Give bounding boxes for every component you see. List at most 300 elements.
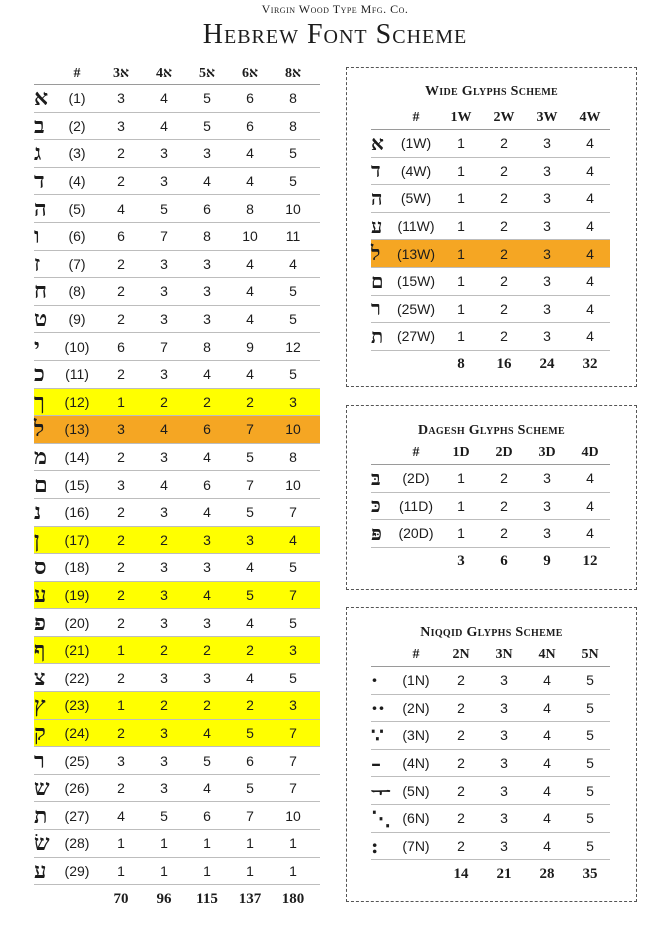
table-row	[34, 85, 320, 113]
table-cell: 3	[117, 752, 125, 769]
glyph-index: (29)	[64, 862, 90, 879]
total-cell: 32	[582, 356, 598, 373]
glyph-index: (5N)	[402, 782, 430, 799]
main-table	[34, 63, 320, 913]
glyph-index: (25W)	[396, 300, 436, 317]
table-cell: 4	[246, 559, 254, 576]
hebrew-glyph: ו	[34, 223, 40, 250]
glyph-index: (21)	[64, 642, 90, 659]
table-cell: 4	[586, 135, 594, 152]
table-row	[34, 471, 320, 499]
table-cell: 6	[117, 338, 125, 355]
total-cell: 180	[281, 890, 305, 907]
table-cell: 1	[160, 835, 168, 852]
table-cell: 6	[203, 200, 211, 217]
table-row	[34, 830, 320, 858]
table-cell: 4	[246, 614, 254, 631]
total-cell: 137	[238, 890, 262, 907]
table-cell: 4	[203, 173, 211, 190]
table-cell: 2	[117, 586, 125, 603]
table-cell: 5	[289, 173, 297, 190]
hebrew-glyph: ﬠ	[34, 857, 47, 884]
table-cell: 1	[457, 497, 465, 514]
column-header: 2N	[452, 646, 470, 662]
table-cell: 8	[289, 90, 297, 107]
table-cell: 2	[500, 190, 508, 207]
table-row	[34, 113, 320, 141]
table-cell: 1	[457, 328, 465, 345]
column-header: 3א	[113, 65, 129, 81]
glyph-index: (3)	[68, 145, 86, 162]
table-cell: 4	[246, 366, 254, 383]
table-cell: 5	[586, 672, 594, 689]
table-cell: 3	[203, 559, 211, 576]
table-cell: 6	[246, 117, 254, 134]
table-cell: 5	[289, 669, 297, 686]
hebrew-glyph: שׂ	[34, 830, 50, 857]
table-cell: 2	[160, 393, 168, 410]
hebrew-glyph: ש	[34, 775, 50, 802]
table-cell: 3	[203, 669, 211, 686]
table-cell: 4	[586, 162, 594, 179]
table-row	[34, 802, 320, 830]
table-cell: 5	[246, 724, 254, 741]
table-cell: 2	[117, 449, 125, 466]
hebrew-glyph: ע	[34, 581, 47, 608]
table-row	[34, 389, 320, 417]
table-cell: 4	[586, 218, 594, 235]
table-cell: 3	[500, 699, 508, 716]
table-cell: 1	[289, 862, 297, 879]
wide-glyphs-box	[346, 67, 637, 387]
table-cell: 4	[246, 173, 254, 190]
table-cell: 4	[586, 273, 594, 290]
table-cell: 7	[289, 586, 297, 603]
hebrew-glyph: ﬦ	[371, 268, 384, 293]
column-header: 5א	[199, 65, 215, 81]
table-cell: 2	[500, 245, 508, 262]
table-cell: 4	[203, 366, 211, 383]
table-cell: 3	[160, 366, 168, 383]
table-cell: 5	[203, 752, 211, 769]
total-cell: 9	[543, 553, 551, 570]
table-cell: 4	[160, 476, 168, 493]
table-cell: 7	[160, 338, 168, 355]
table-cell: 2	[457, 699, 465, 716]
column-header: 1D	[452, 444, 470, 460]
table-cell: 8	[203, 338, 211, 355]
table-row	[371, 130, 610, 158]
glyph-index: (11W)	[397, 218, 435, 235]
table-cell: 3	[117, 90, 125, 107]
table-cell: 3	[543, 273, 551, 290]
hebrew-glyph: ם	[34, 471, 48, 498]
table-cell: 2	[117, 724, 125, 741]
table-cell: 11	[285, 228, 301, 245]
column-header: 4א	[156, 65, 172, 81]
table-row	[371, 805, 610, 833]
glyph-index: (16)	[64, 504, 90, 521]
table-cell: 4	[203, 780, 211, 797]
table-row	[371, 777, 610, 805]
table-cell: 3	[246, 531, 254, 548]
scheme-header	[371, 441, 610, 465]
column-header: #	[412, 109, 420, 125]
table-row	[34, 858, 320, 886]
column-header: 4N	[538, 646, 556, 662]
table-cell: 5	[586, 810, 594, 827]
column-header: 3N	[495, 646, 513, 662]
table-cell: 4	[586, 328, 594, 345]
table-cell: 3	[203, 283, 211, 300]
table-cell: 4	[586, 470, 594, 487]
table-cell: 3	[160, 449, 168, 466]
table-cell: 4	[543, 837, 551, 854]
table-row	[371, 268, 610, 296]
main-table-header	[34, 63, 320, 85]
table-cell: 1	[117, 835, 125, 852]
table-cell: 3	[500, 755, 508, 772]
table-cell: 2	[203, 642, 211, 659]
table-cell: 4	[246, 255, 254, 272]
table-cell: 3	[203, 614, 211, 631]
table-cell: 3	[160, 311, 168, 328]
glyph-index: (11)	[65, 366, 89, 383]
table-cell: 2	[500, 162, 508, 179]
hebrew-glyph: ג	[34, 140, 42, 167]
column-header: 2W	[493, 109, 515, 125]
table-row	[371, 750, 610, 778]
hebrew-glyph: ן	[34, 526, 40, 553]
table-cell: 2	[117, 559, 125, 576]
table-cell: 5	[289, 145, 297, 162]
table-cell: 2	[117, 780, 125, 797]
hebrew-glyph: :	[371, 833, 379, 858]
table-cell: 1	[117, 862, 125, 879]
hebrew-glyph: ח	[34, 278, 48, 305]
table-cell: 3	[543, 300, 551, 317]
table-row	[34, 278, 320, 306]
table-cell: 7	[289, 752, 297, 769]
table-cell: 5	[246, 586, 254, 603]
table-cell: 3	[543, 245, 551, 262]
total-cell: 96	[156, 890, 172, 907]
table-cell: 2	[457, 837, 465, 854]
table-cell: 3	[543, 470, 551, 487]
table-cell: 1	[457, 470, 465, 487]
table-cell: 2	[500, 218, 508, 235]
dagesh-glyphs-box	[346, 405, 637, 590]
table-row	[34, 775, 320, 803]
table-cell: 10	[242, 228, 258, 245]
table-row	[371, 465, 610, 493]
total-cell: 21	[496, 865, 512, 882]
header-subtitle: Virgin Wood Type Mfg. Co.	[261, 2, 409, 16]
table-cell: 1	[289, 835, 297, 852]
totals-row	[371, 548, 610, 576]
table-cell: 2	[117, 366, 125, 383]
table-cell: 6	[203, 421, 211, 438]
table-cell: 5	[246, 780, 254, 797]
table-cell: 7	[246, 807, 254, 824]
table-cell: 6	[117, 228, 125, 245]
table-cell: 10	[285, 476, 301, 493]
table-cell: 3	[543, 218, 551, 235]
table-cell: 5	[289, 559, 297, 576]
table-cell: 5	[160, 200, 168, 217]
table-cell: 5	[289, 311, 297, 328]
table-cell: 4	[543, 782, 551, 799]
total-cell: 6	[500, 553, 508, 570]
table-cell: 6	[203, 476, 211, 493]
table-cell: 1	[457, 525, 465, 542]
table-cell: 2	[500, 497, 508, 514]
hebrew-glyph: ה	[34, 195, 47, 222]
table-cell: 10	[285, 200, 301, 217]
niqqid-glyphs-box	[346, 607, 637, 902]
glyph-index: (10)	[64, 338, 90, 355]
table-cell: 4	[117, 200, 125, 217]
total-cell: 35	[582, 865, 598, 882]
table-cell: 2	[457, 672, 465, 689]
table-cell: 4	[246, 311, 254, 328]
glyph-index: (24)	[64, 724, 90, 741]
table-cell: 5	[246, 449, 254, 466]
glyph-index: (4)	[68, 173, 86, 190]
table-cell: 2	[117, 504, 125, 521]
hebrew-glyph: ﬣ	[371, 185, 383, 210]
hebrew-glyph: ק	[34, 719, 46, 746]
table-cell: 2	[500, 470, 508, 487]
glyph-index: (17)	[64, 531, 90, 548]
table-cell: 5	[203, 117, 211, 134]
table-row	[371, 240, 610, 268]
table-row	[34, 609, 320, 637]
total-cell: 24	[539, 356, 555, 373]
hebrew-glyph: נ	[34, 499, 42, 526]
table-cell: 8	[246, 200, 254, 217]
hebrew-glyph: ∵	[371, 723, 384, 748]
glyph-index: (2D)	[402, 470, 430, 487]
table-cell: 12	[285, 338, 301, 355]
table-cell: 3	[500, 837, 508, 854]
glyph-index: (1)	[68, 90, 86, 107]
table-cell: 7	[246, 421, 254, 438]
column-header: 5N	[581, 646, 599, 662]
table-cell: 3	[203, 531, 211, 548]
table-cell: 2	[246, 393, 254, 410]
table-cell: 3	[543, 497, 551, 514]
table-cell: 4	[543, 810, 551, 827]
table-cell: 4	[543, 672, 551, 689]
table-cell: 5	[246, 504, 254, 521]
table-cell: 1	[457, 190, 465, 207]
table-row	[34, 582, 320, 610]
table-cell: 5	[586, 782, 594, 799]
hebrew-glyph: ·	[371, 668, 378, 693]
table-row	[371, 667, 610, 695]
scheme-header	[371, 643, 610, 667]
glyph-index: (3N)	[402, 727, 430, 744]
table-row	[34, 168, 320, 196]
wide-glyphs-table	[347, 106, 636, 379]
hebrew-glyph: ל	[34, 416, 45, 443]
table-row	[371, 323, 610, 351]
hebrew-glyph: –	[371, 751, 381, 776]
table-cell: 3	[500, 810, 508, 827]
table-cell: 3	[203, 311, 211, 328]
total-cell: 8	[457, 356, 465, 373]
table-cell: 4	[543, 755, 551, 772]
total-cell: 115	[196, 890, 218, 907]
niqqid-glyphs-table	[347, 643, 636, 888]
glyph-index: (4N)	[402, 755, 430, 772]
table-cell: 3	[160, 614, 168, 631]
table-row	[371, 158, 610, 186]
table-cell: 10	[285, 807, 301, 824]
table-cell: 3	[543, 135, 551, 152]
table-cell: 5	[289, 614, 297, 631]
table-cell: 7	[160, 228, 168, 245]
hebrew-glyph: מ	[34, 444, 48, 471]
hebrew-glyph: ﬢ	[371, 158, 381, 183]
table-cell: 1	[160, 862, 168, 879]
table-cell: 2	[117, 255, 125, 272]
table-cell: 1	[246, 835, 254, 852]
total-cell: 70	[113, 890, 129, 907]
table-cell: 6	[246, 90, 254, 107]
column-header: #	[412, 444, 420, 460]
table-cell: 3	[160, 173, 168, 190]
table-cell: 2	[457, 782, 465, 799]
table-row	[34, 361, 320, 389]
table-cell: 3	[543, 162, 551, 179]
column-header: 1W	[450, 109, 472, 125]
column-header: 6א	[242, 65, 258, 81]
table-row	[34, 692, 320, 720]
total-cell: 14	[453, 865, 469, 882]
table-row	[371, 213, 610, 241]
hebrew-glyph: ﬡ	[371, 130, 384, 155]
glyph-index: (2N)	[402, 699, 430, 716]
table-cell: 2	[117, 311, 125, 328]
table-cell: 1	[457, 273, 465, 290]
hebrew-glyph: ף	[34, 637, 46, 664]
glyph-index: (1W)	[400, 135, 432, 152]
table-cell: 3	[543, 190, 551, 207]
table-cell: 5	[586, 699, 594, 716]
table-row	[371, 296, 610, 324]
table-row	[371, 695, 610, 723]
column-header: #	[412, 646, 420, 662]
table-cell: 3	[543, 328, 551, 345]
hebrew-glyph: ס	[34, 554, 47, 581]
glyph-index: (23)	[64, 697, 90, 714]
glyph-index: (13)	[64, 421, 90, 438]
table-row	[34, 499, 320, 527]
table-cell: 4	[160, 421, 168, 438]
table-cell: 2	[457, 727, 465, 744]
page-title: Hebrew Font Scheme	[202, 19, 468, 50]
table-cell: 6	[203, 807, 211, 824]
table-cell: 4	[289, 531, 297, 548]
table-cell: 4	[117, 807, 125, 824]
table-cell: 3	[160, 780, 168, 797]
hebrew-glyph: י	[34, 333, 40, 360]
table-cell: 3	[160, 504, 168, 521]
table-cell: 6	[246, 752, 254, 769]
dagesh-glyphs-title: Dagesh Glyphs Scheme	[418, 423, 565, 438]
hebrew-glyph: א	[34, 85, 49, 112]
table-cell: 1	[457, 218, 465, 235]
table-row	[34, 140, 320, 168]
table-cell: 4	[246, 669, 254, 686]
wide-glyphs-title: Wide Glyphs Scheme	[424, 84, 559, 99]
table-row	[34, 416, 320, 444]
table-row	[34, 527, 320, 555]
hebrew-glyph: כ	[34, 361, 45, 388]
totals-row	[371, 860, 610, 888]
table-cell: 4	[543, 699, 551, 716]
glyph-index: (12)	[64, 393, 90, 410]
table-cell: 4	[543, 727, 551, 744]
table-row	[34, 637, 320, 665]
glyph-index: (2)	[68, 117, 86, 134]
table-cell: 2	[500, 135, 508, 152]
table-cell: 4	[203, 449, 211, 466]
table-row	[34, 747, 320, 775]
glyph-index: (20)	[64, 614, 90, 631]
niqqid-glyphs-title: Niqqid Glyphs Scheme	[420, 625, 563, 640]
table-cell: 3	[160, 145, 168, 162]
table-cell: 3	[203, 145, 211, 162]
hebrew-glyph: כּ	[371, 493, 381, 518]
column-header: 4W	[579, 109, 601, 125]
column-header: 8א	[285, 65, 301, 81]
table-cell: 3	[160, 559, 168, 576]
hebrew-glyph: ﬨ	[371, 323, 384, 348]
total-cell: 28	[539, 865, 555, 882]
table-cell: 8	[203, 228, 211, 245]
hebrew-glyph: פ	[34, 609, 46, 636]
table-cell: 4	[203, 724, 211, 741]
hebrew-glyph: ב	[34, 112, 45, 139]
table-cell: 3	[117, 421, 125, 438]
table-row	[34, 664, 320, 692]
hebrew-glyph: ך	[34, 388, 45, 415]
table-cell: 4	[203, 586, 211, 603]
table-cell: 3	[160, 752, 168, 769]
table-cell: 2	[500, 300, 508, 317]
table-cell: 5	[160, 807, 168, 824]
table-cell: 1	[457, 135, 465, 152]
table-cell: 5	[289, 366, 297, 383]
table-cell: 2	[117, 531, 125, 548]
glyph-index: (20D)	[398, 525, 434, 542]
glyph-index: (8)	[68, 283, 86, 300]
table-row	[371, 833, 610, 861]
hebrew-glyph: ע	[371, 213, 383, 238]
table-cell: 1	[457, 162, 465, 179]
table-cell: 4	[586, 245, 594, 262]
table-cell: 9	[246, 338, 254, 355]
table-cell: 7	[246, 476, 254, 493]
table-cell: 1	[117, 642, 125, 659]
table-cell: 1	[203, 835, 211, 852]
hebrew-glyph: צ	[34, 664, 46, 691]
table-cell: 5	[289, 283, 297, 300]
table-cell: 4	[246, 145, 254, 162]
